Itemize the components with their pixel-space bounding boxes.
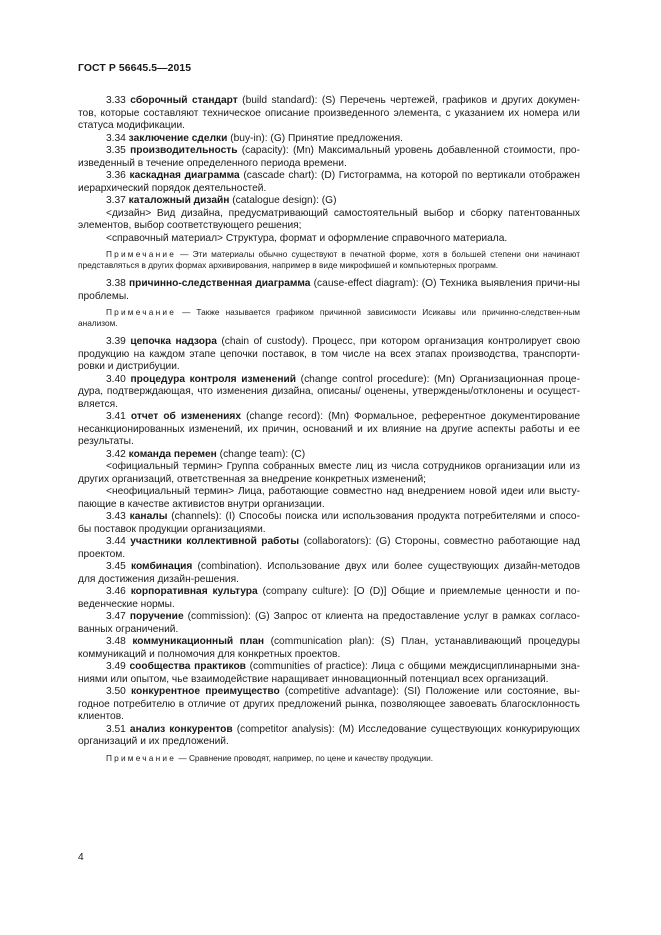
term: отчет об изменениях	[130, 411, 242, 422]
entry-3-39: 3.39 цепочка надзора (chain of custody). Процесс, при котором организация контролирует свою продукцию на каждом этапе цепочки поставок, в том числе на всех этапах производства, транспорти-ровки и дистрибуции.	[78, 336, 580, 372]
entry-3-50: 3.50 конкурентное преимущество (competitive advantage): (SI) Положение или состояние, вы-годное потребителю в отличие от других предложений рынка, позволяющее завоевать благосклонность клиентов.	[78, 686, 580, 722]
term: корпоративная культура	[130, 586, 258, 597]
entry-3-46: 3.46 корпоративная культура (company culture): [O (D)] Общие и приемлемые ценности и по-веденческие нормы.	[78, 586, 580, 610]
entry-3-42-sub-2: <неофициальный термин> Лица, работающие совместно над внедрением новой идеи или высту-пающие в качестве активистов внутри организации.	[78, 486, 580, 510]
entry-3-40: 3.40 процедура контроля изменений (change control procedure): (Mn) Организационная проце-дура, подтверждающая, что изменения дизайна, описаны/ оценены, утверждены/отклонены и осущест-вляется.	[78, 373, 580, 410]
entry-3-45: 3.45 комбинация (combination). Использование двух или более существующих дизайн-методов для достижения дизайн-решения.	[78, 561, 580, 585]
term: производительность	[130, 145, 238, 156]
term: комбинация	[131, 561, 193, 572]
entry-3-47: 3.47 поручение (commission): (G) Запрос от клиента на предоставление услуг в рамках согласо-ванных ограничений.	[78, 611, 580, 635]
term: сборочный стандарт	[130, 95, 238, 106]
entry-3-44: 3.44 участники коллективной работы (collaborators): (G) Стороны, совместно работающие над проектом.	[78, 536, 580, 560]
entry-3-38: 3.38 причинно-следственная диаграмма (cause-effect diagram): (O) Техника выявления причи-ны проблемы.	[78, 278, 580, 302]
term: команда перемен	[128, 448, 217, 460]
term: участники коллективной работы	[130, 536, 300, 547]
entry-3-48: 3.48 коммуникационный план (communication plan): (S) План, устанавливающий процедуры коммуникаций и полномочия для конкретных проектов.	[78, 636, 580, 660]
term: сообщества практиков	[129, 661, 246, 672]
entry-3-49: 3.49 сообщества практиков (communities of practice): Лица с общими междисциплинарными зна-ниями или опытом, чье взаимодействие наращивает инновационный потенциал всех организаций.	[78, 661, 580, 685]
note-label: Примечание	[106, 307, 177, 317]
note: Примечание — Сравнение проводят, например, по цене и качеству продукции.	[106, 752, 434, 763]
note: Примечание — Эти материалы обычно существуют в печатной форме, хотя в большей степени они начинают представляться в других формах архивирования, например в виде микрофишей и компьютерных программ.	[78, 249, 580, 270]
note-label: Примечание	[106, 752, 177, 763]
term: анализ конкурентов	[129, 723, 233, 735]
entry-3-41: 3.41 отчет об изменениях (change record): (Mn) Формальное, референтное документирование несанкционированных изменений, их причин, оснований и их влияние на другие аспекты работы и ее результаты.	[78, 411, 580, 447]
entry-3-36: 3.36 каскадная диаграмма (cascade chart): (D) Гистограмма, на которой по вертикали отображен иерархический порядок деятельностей.	[78, 170, 580, 194]
document-header: ГОСТ Р 56645.5—2015	[78, 63, 192, 74]
page-number: 4	[78, 852, 84, 863]
entry-3-35: 3.35 производительность (capacity): (Mn) Максимальный уровень добавленной стоимости, про-изведенный в течение определенного периода времени.	[78, 145, 580, 169]
term: каскадная диаграмма	[129, 170, 240, 181]
term: процедура контроля изменений	[130, 373, 297, 385]
entry-3-33: 3.33 сборочный стандарт (build standard): (S) Перечень чертежей, графиков и других докумен-тов, которые составляют техническое описание произведенного элемента, с указанием их номера или статуса модификации.	[78, 95, 580, 131]
term: цепочка надзора	[130, 336, 217, 347]
term: заключение сделки	[128, 132, 228, 144]
entry-3-37: 3.37 каталожный дизайн (catalogue design): (G)	[106, 195, 337, 206]
note: Примечание — Также называется графиком причинной зависимости Исикавы или причинно-следствен-ным анализом.	[78, 307, 580, 328]
term: каталожный дизайн	[128, 195, 230, 206]
entry-3-43: 3.43 каналы (channels): (I) Способы поиска или использования продукта потребителями и спосо-бы поставок продукции организациями.	[78, 511, 580, 535]
term: конкурентное преимущество	[131, 686, 280, 697]
document-body	[78, 95, 580, 771]
entry-3-34: 3.34 заключение сделки (buy-in): (G) Принятие предложения.	[106, 132, 403, 144]
entry-3-42: 3.42 команда перемен (change team): (C)	[106, 448, 306, 460]
term: каналы	[129, 511, 168, 522]
entry-3-37-sub-1: <дизайн> Вид дизайна, предусматривающий самостоятельный выбор и сборку патентованных элементов, выбор соответствующего решения;	[78, 207, 580, 231]
entry-3-42-sub-1: <официальный термин> Группа собранных вместе лиц из числа сотрудников организации или из других организаций, ответственная за внедрение конкретных изменений;	[78, 461, 580, 485]
term: коммуникационный план	[132, 636, 265, 647]
term: поручение	[129, 611, 184, 622]
term: причинно-следственная диаграмма	[129, 278, 311, 289]
entry-3-37-sub-2: <справочный материал> Структура, формат и оформление справочного материала.	[106, 232, 508, 244]
note-label: Примечание	[106, 249, 177, 259]
entry-3-51: 3.51 анализ конкурентов (competitor analysis): (M) Исследование существующих конкурирующих организаций и их предложений.	[78, 723, 580, 747]
